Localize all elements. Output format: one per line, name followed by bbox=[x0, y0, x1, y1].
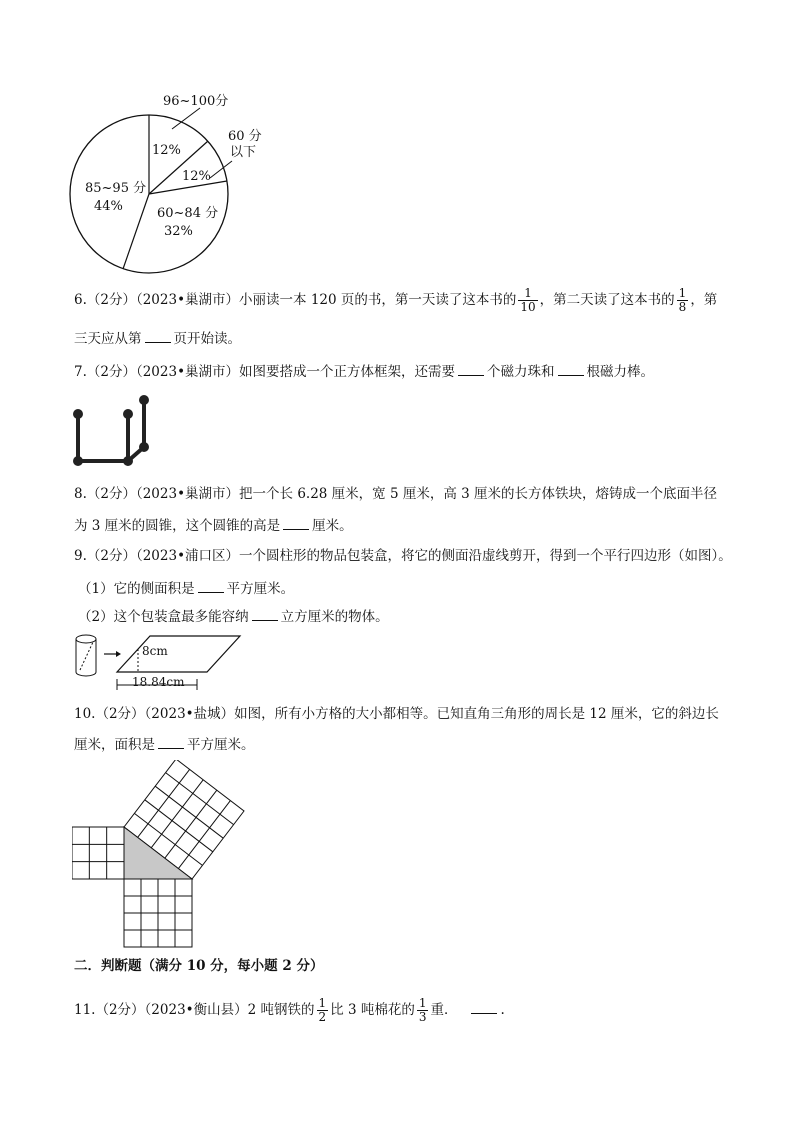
q9-part2-blank[interactable] bbox=[252, 606, 278, 621]
q8-line2 bbox=[74, 515, 353, 536]
q11-text-a: 11.（2分）（2023•衡山县）2 吨钢铁的 bbox=[74, 1002, 315, 1018]
q8-answer-blank[interactable] bbox=[283, 515, 309, 530]
q9-base-label: 18.84cm bbox=[132, 675, 185, 689]
q6-line2 bbox=[74, 328, 241, 349]
q11-fraction-1: $\frac{1}{2}$ bbox=[318, 996, 327, 1024]
q9-part1-text-b: 平方厘米。 bbox=[226, 581, 295, 597]
q7-text-a: 7.（2分）（2023•巢湖市）如图要搭成一个正方体框架，还需要 bbox=[74, 364, 456, 380]
q7-line1 bbox=[74, 361, 654, 382]
q10-line1: 10.（2分）（2023•盐城）如图，所有小方格的大小都相等。已知直角三角形的周长是 12 厘米，它的斜边长 bbox=[74, 706, 719, 722]
q10-text-b: 平方厘米。 bbox=[187, 737, 255, 753]
q9-figure bbox=[72, 632, 262, 692]
q6-text-b: ，第二天读了这本书的 bbox=[539, 292, 675, 308]
q11-fraction-2: $\frac{1}{3}$ bbox=[418, 996, 427, 1024]
section2-title: 二．判断题（满分 10 分，每小题 2 分） bbox=[74, 958, 324, 974]
pie-value-12a: 12% bbox=[152, 143, 181, 158]
pie-label-60-below-1: 60 分 bbox=[228, 129, 262, 144]
pie-label-60-84: 60~84 分 bbox=[157, 206, 219, 221]
q9-height-label: 8cm bbox=[142, 644, 168, 658]
q9-part1 bbox=[78, 578, 294, 599]
q7-text-c: 根磁力棒。 bbox=[586, 364, 655, 380]
q11-text-b: 比 3 吨棉花的 bbox=[330, 1002, 415, 1018]
pie-value-12b: 12% bbox=[182, 169, 211, 184]
q11-answer-blank[interactable] bbox=[471, 999, 497, 1014]
q10-text-a: 厘米，面积是 bbox=[74, 737, 155, 753]
pie-value-32: 32% bbox=[164, 224, 193, 239]
q9-part2-text-b: 立方厘米的物体。 bbox=[280, 609, 389, 625]
q11-text-d: . bbox=[500, 1002, 505, 1018]
pie-leader-right bbox=[210, 161, 232, 178]
q9-part1-text-a: （1）它的侧面积是 bbox=[78, 581, 195, 597]
q9-part2-text-a: （2）这个包装盒最多能容纳 bbox=[78, 609, 249, 625]
q8-text-a: 为 3 厘米的圆锥，这个圆锥的高是 bbox=[74, 518, 281, 534]
q9-part1-blank[interactable] bbox=[198, 578, 224, 593]
q6-answer-blank[interactable] bbox=[145, 328, 171, 343]
q11-text-c: 重． bbox=[430, 1002, 458, 1018]
q10-answer-blank[interactable] bbox=[158, 734, 184, 749]
q10-right-triangle bbox=[124, 827, 192, 879]
q6-text-a: 6.（2分）（2023•巢湖市）小丽读一本 120 页的书，第一天读了这本书的 bbox=[74, 292, 517, 308]
q9-line1: 9.（2分）（2023•浦口区）一个圆柱形的物品包装盒，将它的侧面沿虚线剪开，得到一个平行四边形（如图）。 bbox=[74, 548, 732, 564]
pie-divider-bottom bbox=[123, 194, 149, 269]
pie-chart bbox=[60, 88, 300, 278]
q6-text-c: ，第 bbox=[690, 292, 718, 308]
q8-text-b: 厘米。 bbox=[312, 518, 353, 534]
pie-value-44: 44% bbox=[94, 199, 123, 214]
q6-line1 bbox=[74, 287, 717, 314]
pie-label-60-below-2: 以下 bbox=[230, 145, 257, 160]
q7-answer-blank-2[interactable] bbox=[558, 361, 584, 376]
q7-cube-frame-figure bbox=[68, 392, 160, 472]
q6-text-e: 页开始读。 bbox=[173, 331, 241, 347]
q9-part2 bbox=[78, 606, 389, 627]
q8-line1: 8.（2分）（2023•巢湖市）把一个长 6.28 厘米，宽 5 厘米，高 3 厘米的长方体铁块，熔铸成一个底面半径 bbox=[74, 486, 718, 502]
q6-fraction-2: $\frac{1}{8}$ bbox=[678, 286, 687, 314]
q11-line1 bbox=[74, 997, 505, 1024]
pie-label-85-95: 85~95 分 bbox=[85, 181, 147, 196]
q7-text-b: 个磁力珠和 bbox=[487, 364, 555, 380]
pie-label-96-100: 96~100分 bbox=[163, 94, 229, 109]
q10-line2 bbox=[74, 734, 255, 755]
q7-answer-blank-1[interactable] bbox=[458, 361, 484, 376]
q10-pythagoras-figure bbox=[72, 760, 252, 950]
q6-text-d: 三天应从第 bbox=[74, 331, 142, 347]
q6-fraction-1: $\frac{1}{10}$ bbox=[520, 286, 536, 314]
pie-leader-top bbox=[172, 108, 200, 129]
